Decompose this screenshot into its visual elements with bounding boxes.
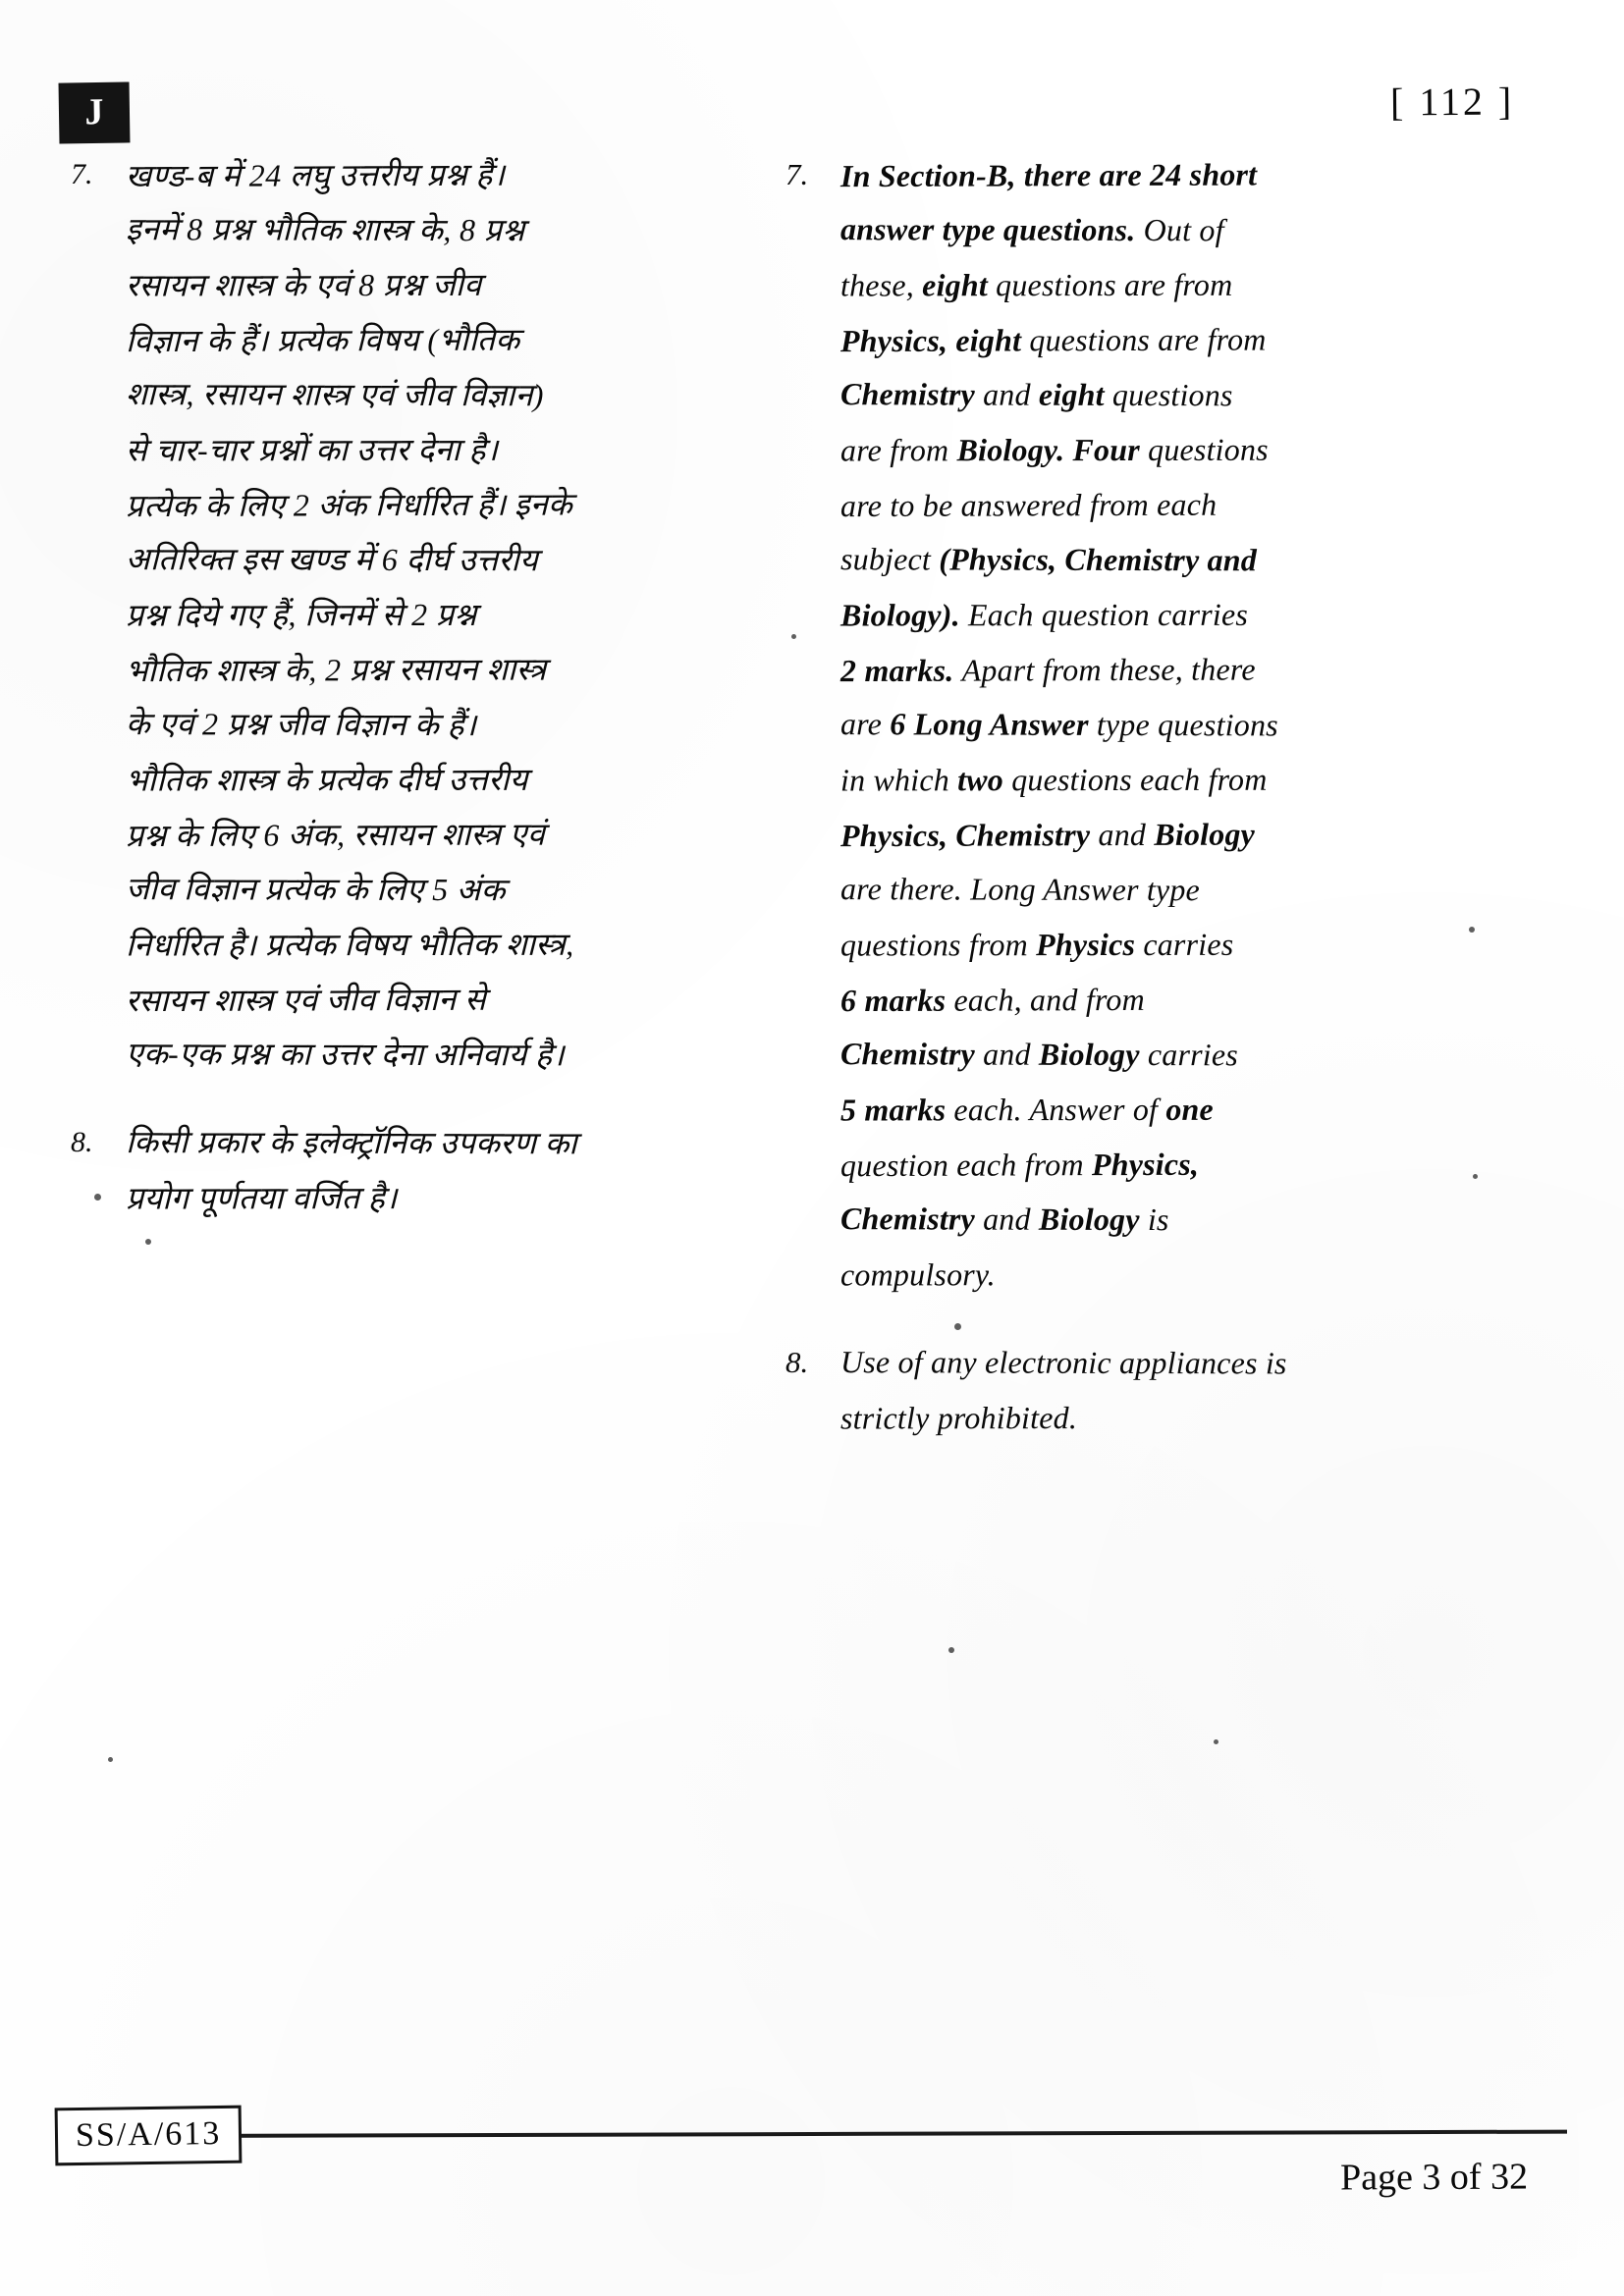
body-text: each. Answer of: [953, 1091, 1166, 1128]
instruction-line: [840, 586, 1424, 642]
instruction-line: से चार-चार प्रश्नों का उत्तर देना है।: [125, 431, 499, 468]
instruction-line: अतिरिक्त इस खण्ड में 6 दीर्घ उत्तरीय: [125, 541, 539, 578]
english-instructions-column: [785, 147, 1424, 1478]
instruction-item: [71, 147, 719, 1082]
body-text: Out of: [1143, 212, 1224, 248]
instruction-line: [840, 696, 1424, 753]
emphasis-text: Physics, eight: [839, 322, 1030, 359]
body-text: and: [1098, 816, 1155, 853]
instruction-line: [840, 1389, 1424, 1445]
instruction-line: [840, 256, 1424, 312]
instruction-line: भौतिक शास्त्र के प्रत्येक दीर्घ उत्तरीय: [125, 761, 528, 798]
instruction-line: [840, 476, 1424, 533]
body-text: question each from: [839, 1147, 1092, 1184]
scan-speck: [948, 1647, 954, 1653]
page-number-label: Page 3 of 32: [1339, 2156, 1529, 2199]
instruction-line: खण्ड-ब में 24 लघु उत्तरीय प्रश्न हैं।: [125, 156, 506, 194]
body-text: are there. Long Answer type: [839, 871, 1201, 908]
instruction-line: निर्धारित है। प्रत्येक विषय भौतिक शास्त्र,: [125, 926, 574, 963]
body-text: in which: [839, 762, 958, 798]
instruction-line: के एवं 2 प्रश्न जीव विज्ञान के हैं।: [125, 706, 477, 743]
instruction-line: [840, 1246, 1424, 1302]
instruction-item: [71, 1115, 719, 1225]
body-text: these,: [839, 267, 923, 303]
body-text: questions are from: [1029, 321, 1267, 358]
scan-speck: [954, 1323, 961, 1330]
instruction-line: [840, 201, 1424, 258]
emphasis-text: Biology: [1038, 1036, 1148, 1073]
instruction-line: [840, 916, 1424, 972]
emphasis-text: (Physics, Chemistry and: [939, 541, 1258, 578]
instruction-line: किसी प्रकार के इलेक्ट्रॉनिक उपकरण का: [125, 1124, 578, 1161]
body-text: type questions: [1096, 706, 1278, 743]
instruction-line: [840, 531, 1424, 588]
page-marker: [ 112 ]: [1389, 79, 1515, 125]
instruction-line: [840, 751, 1424, 807]
instruction-line: [840, 861, 1424, 918]
body-text: are: [839, 706, 891, 742]
instruction-line: [840, 1334, 1424, 1391]
paper-code-box: [55, 2106, 243, 2166]
body-text: subject: [839, 541, 940, 577]
emphasis-text: one: [1165, 1091, 1214, 1127]
emphasis-text: Chemistry: [839, 1036, 984, 1072]
body-text: compulsory.: [839, 1256, 996, 1293]
emphasis-text: Physics: [1036, 926, 1144, 963]
body-text: Apart from these, there: [961, 651, 1256, 688]
emphasis-text: Biology: [1038, 1201, 1148, 1238]
scan-speck: [94, 1194, 101, 1201]
instruction-lines: [840, 1335, 1424, 1445]
instruction-number: 7.: [785, 157, 809, 191]
instruction-line: शास्त्र, रसायन शास्त्र एवं जीव विज्ञान): [125, 376, 544, 413]
booklet-code-badge: [59, 81, 131, 143]
emphasis-text: Physics,: [1091, 1146, 1200, 1183]
instruction-line: प्रश्न दिये गए हैं, जिनमें से 2 प्रश्न: [125, 596, 477, 633]
instruction-line: [840, 1081, 1424, 1137]
hindi-instructions-column: [71, 147, 719, 1258]
scan-speck: [1473, 1174, 1478, 1179]
emphasis-text: 6 marks: [839, 982, 954, 1019]
emphasis-text: 6 Long Answer: [890, 706, 1097, 742]
instruction-lines: [840, 147, 1424, 1302]
body-text: Each question carries: [967, 596, 1249, 633]
instruction-line: [840, 146, 1424, 203]
emphasis-text: Biology).: [839, 597, 969, 633]
instruction-line: [840, 1136, 1424, 1193]
instruction-line: इनमें 8 प्रश्न भौतिक शास्त्र के, 8 प्रश्न: [125, 211, 525, 248]
instruction-line: भौतिक शास्त्र के, 2 प्रश्न रसायन शास्त्र: [125, 651, 547, 689]
emphasis-text: Chemistry: [839, 1201, 984, 1237]
instruction-number: 8.: [785, 1345, 809, 1379]
instruction-line: रसायन शास्त्र एवं जीव विज्ञान से: [125, 981, 487, 1019]
emphasis-text: answer type questions.: [839, 211, 1144, 248]
instruction-item: [785, 1335, 1424, 1445]
body-text: and: [983, 1201, 1039, 1237]
instruction-line: [840, 641, 1424, 698]
instruction-lines: [126, 147, 719, 1082]
instruction-lines: [126, 1115, 719, 1225]
body-text: carries: [1143, 926, 1234, 962]
body-text: questions: [1111, 376, 1233, 413]
emphasis-text: In Section-B, there are 24 short: [839, 156, 1258, 194]
instruction-line: प्रत्येक के लिए 2 अंक निर्धारित हैं। इनके: [125, 486, 573, 524]
instruction-line: विज्ञान के हैं। प्रत्येक विषय (भौतिक: [125, 321, 520, 359]
instruction-line: [840, 971, 1424, 1028]
instruction-line: [840, 1026, 1424, 1083]
emphasis-text: Chemistry: [839, 376, 984, 412]
emphasis-text: Biology. Four: [956, 431, 1149, 468]
scan-speck: [108, 1757, 113, 1762]
instruction-number: 8.: [71, 1126, 93, 1158]
instruction-line: [840, 421, 1424, 477]
instruction-number: 7.: [71, 158, 93, 190]
body-text: are from: [839, 432, 957, 468]
instruction-line: प्रश्न के लिए 6 अंक, रसायन शास्त्र एवं: [125, 816, 546, 854]
instruction-item: [785, 147, 1424, 1302]
footer-divider: [59, 2130, 1567, 2139]
booklet-code-letter: J: [84, 91, 104, 133]
body-text: Use of any electronic appliances is: [839, 1344, 1287, 1381]
emphasis-text: Biology: [1154, 816, 1256, 852]
instruction-line: [840, 366, 1424, 423]
body-text: strictly prohibited.: [839, 1400, 1078, 1436]
instruction-line: [840, 806, 1424, 863]
scan-speck: [791, 634, 796, 639]
body-text: is: [1147, 1201, 1169, 1238]
scan-speck: [145, 1239, 151, 1245]
emphasis-text: 2 marks.: [839, 652, 962, 689]
instruction-line: एक-एक प्रश्न का उत्तर देना अनिवार्य है।: [125, 1036, 565, 1073]
body-text: questions are from: [996, 266, 1233, 303]
instruction-line: [840, 1191, 1424, 1248]
body-text: are to be answered from each: [839, 486, 1218, 524]
emphasis-text: Physics, Chemistry: [839, 817, 1099, 854]
instruction-line: [840, 311, 1424, 368]
emphasis-text: eight: [1038, 376, 1112, 412]
instruction-line: जीव विज्ञान प्रत्येक के लिए 5 अंक: [125, 871, 506, 908]
instruction-line: प्रयोग पूर्णतया वर्जित है।: [125, 1180, 398, 1216]
body-text: each, and from: [953, 981, 1145, 1018]
body-text: and: [983, 376, 1039, 412]
instruction-line: रसायन शास्त्र के एवं 8 प्रश्न जीव: [125, 266, 482, 303]
body-text: questions: [1148, 431, 1269, 467]
scan-speck: [1469, 927, 1475, 933]
body-text: carries: [1147, 1037, 1238, 1073]
body-text: questions from: [839, 927, 1037, 963]
emphasis-text: 5 marks: [839, 1092, 954, 1128]
body-text: and: [983, 1036, 1039, 1072]
scan-speck: [1214, 1739, 1218, 1744]
emphasis-text: two: [957, 762, 1012, 798]
paper-code-text: SS/A/613: [75, 2114, 222, 2155]
emphasis-text: eight: [922, 267, 997, 303]
body-text: questions each from: [1011, 761, 1268, 798]
